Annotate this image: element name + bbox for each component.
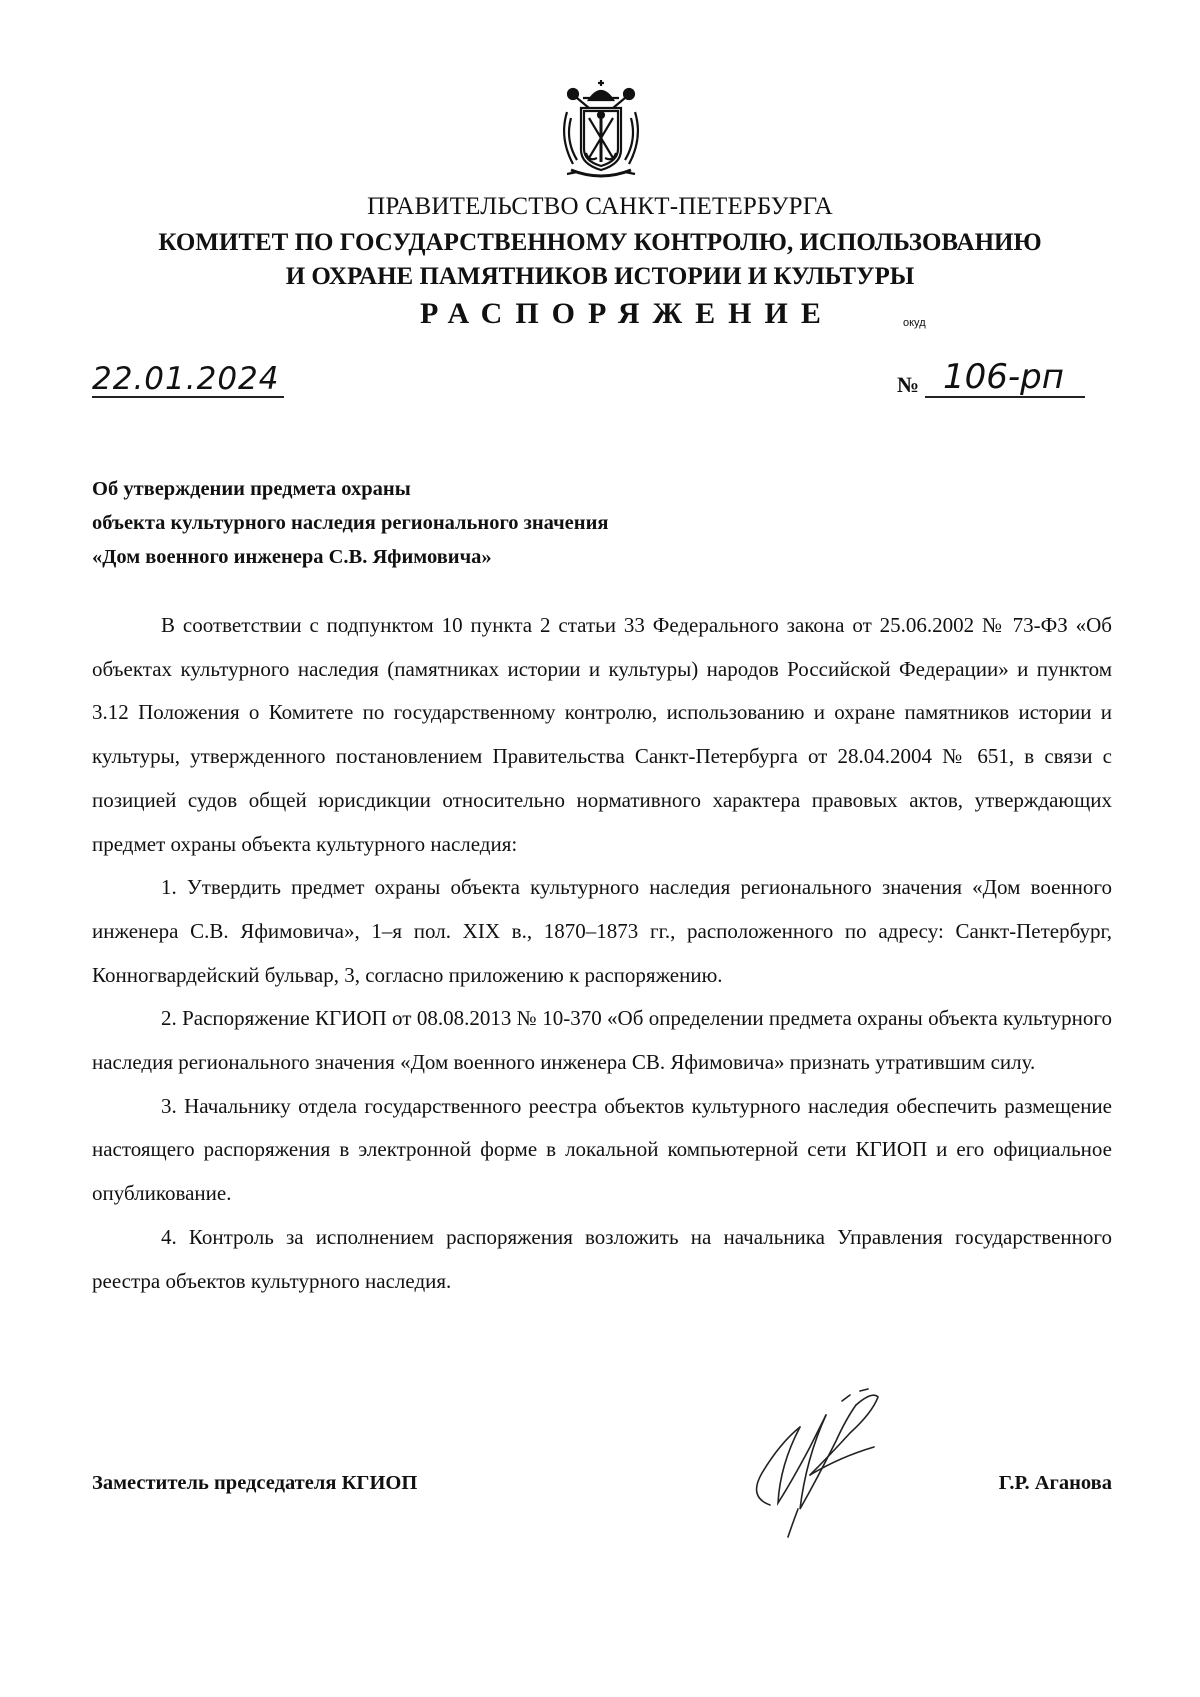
- document-subject: [92, 472, 608, 574]
- committee-line-2: И ОХРАНЕ ПАМЯТНИКОВ ИСТОРИИ И КУЛЬТУРЫ: [285, 263, 915, 290]
- preamble-paragraph: В соответствии с подпунктом 10 пункта 2 статьи 33 Федерального закона от 25.06.2002 № 73-ФЗ «Об объектах культурного наследия (памятниках истории и культуры) народов Российской Федерации» и пунктом 3.12 Положения о Комитете по государственному контролю, использованию и охране памятников истории и культуры, утвержденного постановлением Правительства Санкт-Петербурга от 28.04.2004 № 651, в связи с позицией судов общей юрисдикции относительно нормативного характера правовых актов, утверждающих предмет охраны объекта культурного наследия:: [92, 613, 1112, 856]
- document-type: РАСПОРЯЖЕНИЕ: [420, 297, 834, 330]
- subject-line-2: объекта культурного наследия регионального значения: [92, 512, 609, 534]
- okud-label: окуд: [903, 317, 926, 329]
- document-number: 106-рп: [925, 358, 1085, 398]
- clause-3: 3. Начальнику отдела государственного реестра объектов культурного наследия обеспечить размещение настоящего распоряжения в электронной форме в локальной компьютерной сети КГИОП и его официальное опубликование.: [92, 1093, 1112, 1206]
- document-date: 22.01.2024: [92, 362, 284, 398]
- document-body: [92, 604, 1112, 1303]
- signatory-name: Г.Р. Аганова: [998, 1472, 1112, 1494]
- clause-2: 2. Распоряжение КГИОП от 08.08.2013 № 10-370 «Об определении предмета охраны объекта культурного наследия регионального значения «Дом военного инженера СВ. Яфимовича» признать утратившим силу.: [92, 1006, 1112, 1075]
- clause-4: 4. Контроль за исполнением распоряжения возложить на начальника Управления государственного реестра объектов культурного наследия.: [92, 1224, 1112, 1293]
- government-name: ПРАВИТЕЛЬСТВО САНКТ-ПЕТЕРБУРГА: [367, 193, 833, 220]
- clause-1: 1. Утвердить предмет охраны объекта культурного наследия регионального значения «Дом военного инженера С.В. Яфимовича», 1–я пол. XIX в., 1870–1873 гг., расположенного по адресу: Санкт-Петербург, Конногвардейский бульвар, 3, согласно приложению к распоряжению.: [92, 875, 1112, 987]
- committee-line-1: КОМИТЕТ ПО ГОСУДАРСТВЕННОМУ КОНТРОЛЮ, ИСПОЛЬЗОВАНИЮ: [158, 229, 1042, 256]
- handwritten-signature-icon: [740, 1385, 910, 1540]
- committee-name: [0, 226, 1200, 294]
- coat-of-arms-icon: [553, 78, 649, 184]
- number-label: №: [897, 372, 920, 397]
- signatory-position: Заместитель председателя КГИОП: [92, 1472, 418, 1494]
- subject-line-3: «Дом военного инженера С.В. Яфимовича»: [92, 546, 492, 568]
- subject-line-1: Об утверждении предмета охраны: [92, 478, 411, 500]
